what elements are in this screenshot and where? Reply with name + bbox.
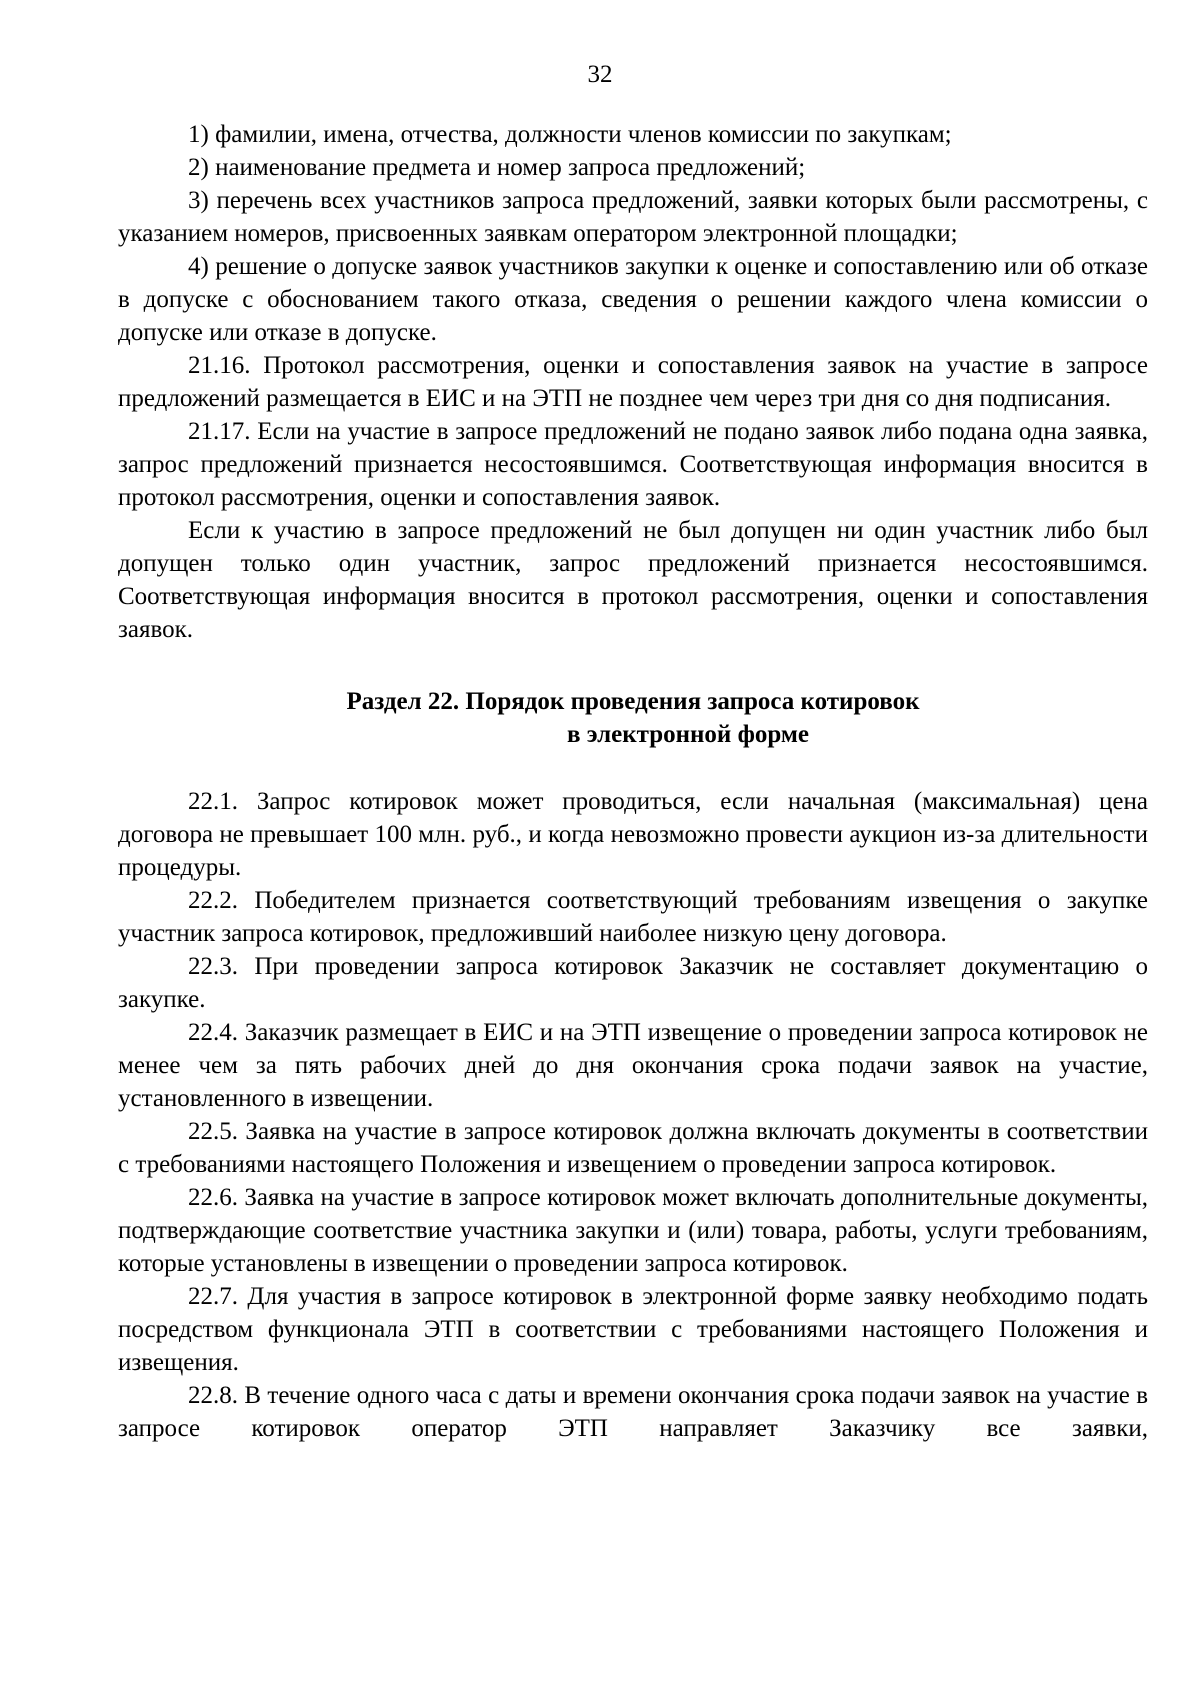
paragraph: 22.6. Заявка на участие в запросе котировок может включать дополнительные документы, подтверждающие соответствие участника закупки и (или) товара, работы, услуги требованиям, которые установлены в извещении о проведении запроса котировок.: [118, 1184, 1148, 1277]
paragraph: 22.3. При проведении запроса котировок Заказчик не составляет документацию о закупке.: [118, 953, 1148, 1013]
paragraph: 22.2. Победителем признается соответствующий требованиям извещения о закупке участник запроса котировок, предложивший наиболее низкую цену договора.: [118, 887, 1148, 947]
paragraph: 4) решение о допуске заявок участников закупки к оценке и сопоставлению или об отказе в допуске с обоснованием такого отказа, сведения о решении каждого члена комиссии о допуске или отказе в допуске.: [118, 253, 1148, 346]
paragraph: 22.8. В течение одного часа с даты и времени окончания срока подачи заявок на участие в запросе котировок оператор ЭТП направляет Заказчику все заявки,: [118, 1382, 1148, 1442]
paragraph: 22.5. Заявка на участие в запросе котировок должна включать документы в соответствии с требованиями настоящего Положения и извещением о проведении запроса котировок.: [118, 1118, 1148, 1178]
paragraph: 21.16. Протокол рассмотрения, оценки и сопоставления заявок на участие в запросе предложений размещается в ЕИС и на ЭТП не позднее чем через три дня со дня подписания.: [118, 352, 1148, 412]
paragraph: 2) наименование предмета и номер запроса предложений;: [188, 154, 806, 181]
paragraph: 22.4. Заказчик размещает в ЕИС и на ЭТП извещение о проведении запроса котировок не менее чем за пять рабочих дней до дня окончания срока подачи заявок на участие, установленного в извещении.: [118, 1019, 1148, 1112]
section-heading-line-2: в электронной форме: [566, 721, 810, 748]
paragraph: 21.17. Если на участие в запросе предложений не подано заявок либо подана одна заявка, запрос предложений признается несостоявшимся. Соответствующая информация вносится в протокол рассмотрения, оценки и сопоставления заявок.: [118, 418, 1148, 511]
document-body: [118, 118, 1148, 1445]
paragraph: 1) фамилии, имена, отчества, должности членов комиссии по закупкам;: [188, 121, 952, 148]
paragraph: 22.1. Запрос котировок может проводиться, если начальная (максимальная) цена договора не превышает 100 млн. руб., и когда невозможно провести аукцион из-за длительности процедуры.: [118, 788, 1148, 881]
paragraph: 3) перечень всех участников запроса предложений, заявки которых были рассмотрены, с указанием номеров, присвоенных заявкам оператором электронной площадки;: [118, 187, 1148, 247]
paragraph: 22.7. Для участия в запросе котировок в электронной форме заявку необходимо подать посредством функционала ЭТП в соответствии с требованиями настоящего Положения и извещения.: [118, 1283, 1148, 1376]
paragraph: Если к участию в запросе предложений не был допущен ни один участник либо был допущен только один участник, запрос предложений признается несостоявшимся. Соответствующая информация вносится в протокол рассмотрения, оценки и сопоставления заявок.: [118, 517, 1148, 643]
section-heading: [118, 685, 1148, 751]
page-number: 32: [587, 61, 613, 88]
section-heading-line-1: Раздел 22. Порядок проведения запроса котировок: [346, 688, 920, 715]
